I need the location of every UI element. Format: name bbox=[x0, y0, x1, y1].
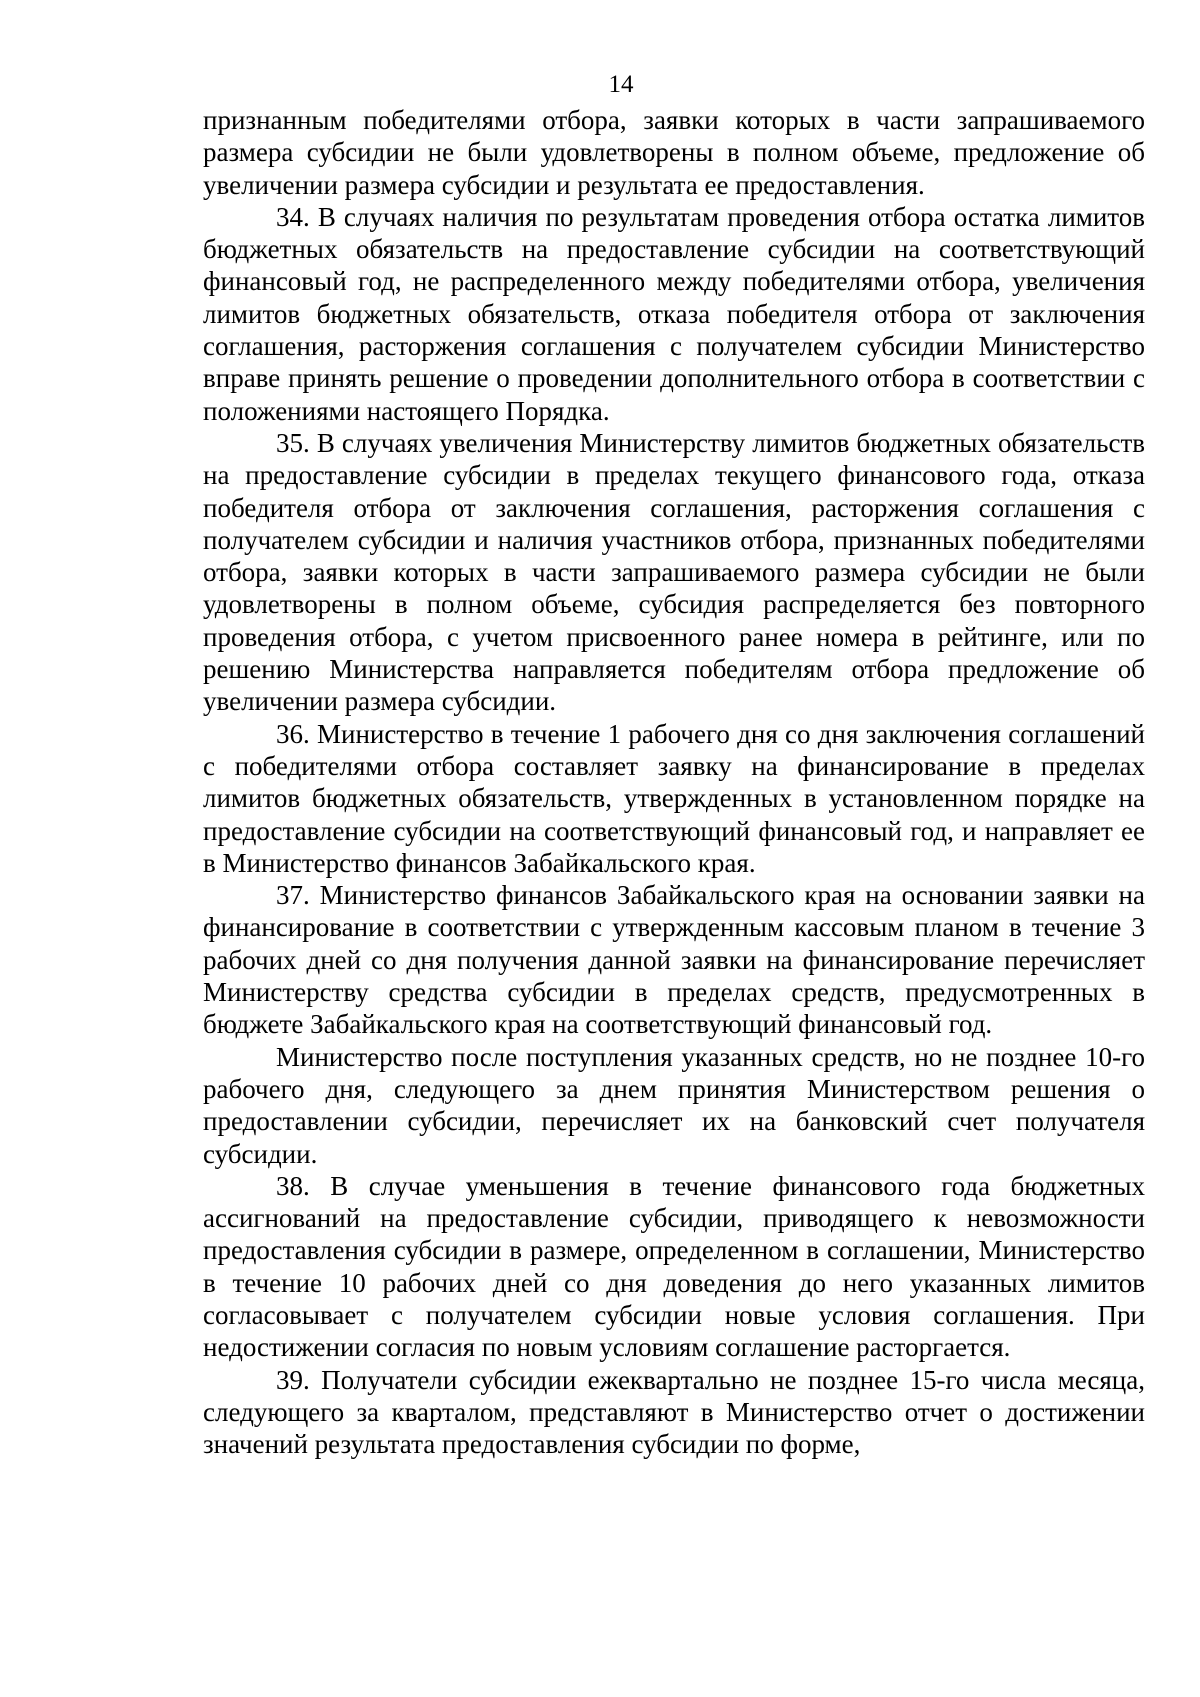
paragraph-35: 35. В случаях увеличения Министерству лимитов бюджетных обязательств на предоставление субсидии в пределах текущего финансового года, отказа победителя отбора от заключения соглашения, расторжения соглашения с получателем субсидии и наличия участников отбора, признанных победителями отбора, заявки которых в части запрашиваемого размера субсидии не были удовлетворены в полном объеме, субсидия распределяется без повторного проведения отбора, с учетом присвоенного ранее номера в рейтинге, или по решению Министерства направляется победителям отбора предложение об увеличении размера субсидии. bbox=[203, 427, 1145, 717]
paragraph-37-continued: Министерство после поступления указанных средств, но не позднее 10-го рабочего дня, следующего за днем принятия Министерством решения о предоставлении субсидии, перечисляет их на банковский счет получателя субсидии. bbox=[203, 1041, 1145, 1169]
document-body bbox=[203, 104, 1145, 1460]
paragraph-34: 34. В случаях наличия по результатам проведения отбора остатка лимитов бюджетных обязательств на предоставление субсидии на соответствующий финансовый год, не распределенного между победителями отбора, увеличения лимитов бюджетных обязательств, отказа победителя отбора от заключения соглашения, расторжения соглашения с получателем субсидии Министерство вправе принять решение о проведении дополнительного отбора в соответствии с положениями настоящего Порядка. bbox=[203, 201, 1145, 426]
paragraph-36: 36. Министерство в течение 1 рабочего дня со дня заключения соглашений с победителями отбора составляет заявку на финансирование в пределах лимитов бюджетных обязательств, утвержденных в установленном порядке на предоставление субсидии на соответствующий финансовый год, и направляет ее в Министерство финансов Забайкальского края. bbox=[203, 718, 1145, 878]
page-number: 14 bbox=[608, 71, 634, 98]
paragraph-37: 37. Министерство финансов Забайкальского края на основании заявки на финансирование в соответствии с утвержденным кассовым планом в течение 3 рабочих дней со дня получения данной заявки на финансирование перечисляет Министерству средства субсидии в пределах средств, предусмотренных в бюджете Забайкальского края на соответствующий финансовый год. bbox=[203, 880, 1145, 1040]
paragraph-39: 39. Получатели субсидии ежеквартально не позднее 15-го числа месяца, следующего за кварталом, представляют в Министерство отчет о достижении значений результата предоставления субсидии по форме, bbox=[203, 1364, 1145, 1460]
paragraph-continuation: признанным победителями отбора, заявки которых в части запрашиваемого размера субсидии не были удовлетворены в полном объеме, предложение об увеличении размера субсидии и результата ее предоставления. bbox=[203, 105, 1145, 200]
paragraph-38: 38. В случае уменьшения в течение финансового года бюджетных ассигнований на предоставление субсидии, приводящего к невозможности предоставления субсидии в размере, определенном в соглашении, Министерство в течение 10 рабочих дней со дня доведения до него указанных лимитов согласовывает с получателем субсидии новые условия соглашения. При недостижении согласия по новым условиям соглашение расторгается. bbox=[203, 1170, 1145, 1363]
